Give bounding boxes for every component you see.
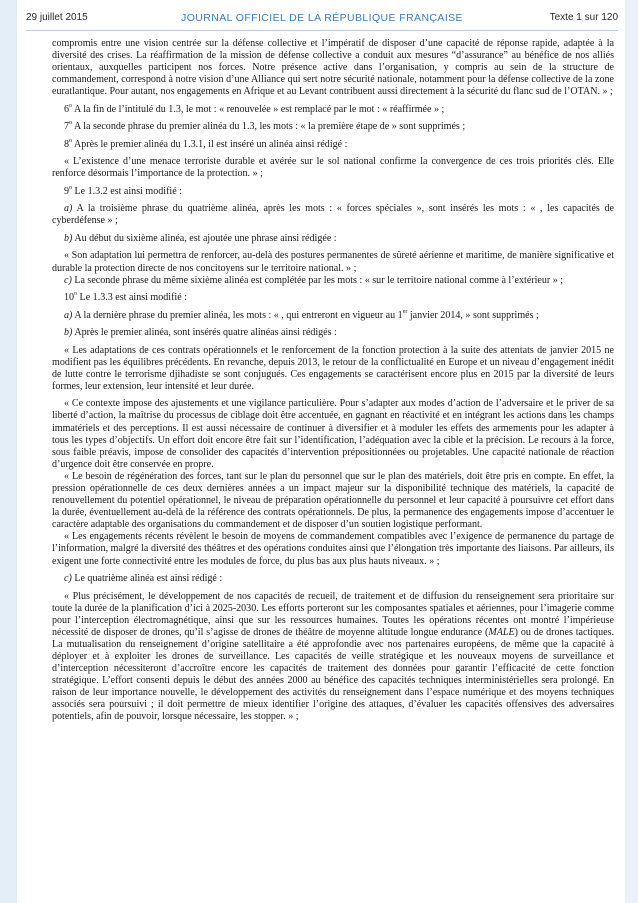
paragraph: [52, 104, 614, 116]
superscript: o: [69, 184, 73, 191]
text-segment: Au début du sixième alinéa, est ajoutée une phrase ainsi rédigée :: [72, 232, 337, 244]
text-segment: « Les engagements récents révèlent le besoin de moyens de commandement compatibles avec l’exigence de permanence du partage de l’information, malgré la diversité des théâtres et des opérations conduites ainsi que l’élongation très importante des liaisons. Par ailleurs, ils exigent une forte connectivité entre les modules de force, du plus bas aux plus hauts niveaux. » ;: [52, 531, 614, 567]
paragraph: [52, 38, 614, 98]
italic-text: c): [64, 274, 72, 286]
text-segment: 9: [64, 185, 70, 197]
italic-text: a): [64, 309, 73, 321]
text-segment: « L’existence d’une menace terroriste durable et avérée sur le sol national confirme la convergence de ces trois priorités clés. Elle renforce désormais l’importance de la protection. » ;: [52, 156, 614, 180]
text-segment: Le 1.3.3 est ainsi modifié :: [77, 292, 187, 304]
header-date: 29 juillet 2015: [26, 12, 88, 23]
paragraph: [52, 310, 614, 322]
text-segment: A la troisième phrase du quatrième alinéa, après les mots : « forces spéciales », sont insérés les mots : « , les capacités de cyberdéfense » ;: [52, 203, 614, 227]
text-segment: « Son adaptation lui permettra de renforcer, au-delà des postures permanentes de sûreté aérienne et maritime, de manière significative et durable la protection directe de nos concitoyens sur le territoire national. » ;: [52, 250, 614, 274]
text-segment: 7: [64, 121, 70, 133]
superscript: o: [69, 137, 73, 144]
paragraph: [52, 139, 614, 151]
text-segment: ) ou de drones tactiques. La mutualisation du renseignement d’origine satellitaire a été approfondie avec nos partenaires européens, de même que la capacité à déployer et à exploiter les drones de surveillance. Les capacités de veille stratégique et les nouveaux moyens de surveillance et d’interception nécessiteront d’accroître encore les capacités de traitement des données pour garantir l’efficacité de cette fonction stratégique. L’effort consenti depuis le début des années 2000 au bénéfice des capacités techniques interministérielles sera prolongé. En raison de leur importance nouvelle, le développement des activités du renseignement dans l’espace numérique et des moyens techniques associés sera poursuivi ; il doit permettre de mieux identifier l’origine des attaques, d’évaluer les capacités offensives des adversaires potentiels, afin de pouvoir, lorsque nécessaire, les stopper. » ;: [52, 626, 614, 723]
text-segment: A la seconde phrase du premier alinéa du 1.3, les mots : « la première étape de » sont supprimés ;: [72, 121, 466, 133]
text-segment: « Les adaptations de ces contrats opérationnels et le renforcement de la fonction protection à la suite des attentats de janvier 2015 ne modifient pas les équilibres précédents. En revanche, depuis 2013, le retour de la conflictualité en Europe et un niveau d’engagement inédit de lutte contre le terrorisme djihadiste se sont conjugués. Ces engagements se caractérisent encore plus en 2015 par la diversité de leurs formes, leur extension, leur intensité et leur durée.: [52, 344, 614, 392]
right-margin-band: [625, 0, 638, 903]
paragraph: [52, 121, 614, 133]
text-segment: Le 1.3.2 est ainsi modifié :: [72, 185, 182, 197]
paragraph: [52, 345, 614, 393]
text-segment: « Ce contexte impose des ajustements et une vigilance particulière. Pour s’adapter aux modes d’action de l’adversaire et le priver de sa liberté d’action, la maîtrise du processus de ciblage doit être accentuée, en gagnant en réactivité et en intégrant les actions dans les champs immatériels et des perceptions. Il est aussi nécessaire de continuer à diversifier et à moduler les effets des armements pour les adapter à tous les types d’objectifs. Un effort doit encore être fait sur l’identification, l’adéquation avec la cible et la précision. Le recours à la force, sous faible préavis, impose de consolider des capacités d’intervention prépositionnées ou projetables. Une capacité nationale de réaction d’urgence doit être conservée en propre.: [52, 398, 614, 470]
text-segment: « Plus précisément, le développement de nos capacités de recueil, de traitement et de diffusion du renseignement sera prioritaire sur toute la durée de la planification d’ici à 2025-2030. Les efforts porteront sur les composantes spatiales et aériennes, pour l’imagerie comme pour l’interception électromagnétique, ainsi que sur les ressources humaines. Toutes les opérations récentes ont montré l’impérieuse nécessité de disposer de drones, qu’il s’agisse de drones de théâtre de moyenne altitude longue endurance (: [52, 590, 614, 638]
paragraph: [52, 398, 614, 471]
paragraph: [52, 250, 614, 274]
superscript: o: [69, 120, 73, 127]
superscript: o: [74, 291, 78, 298]
paragraph: [52, 573, 614, 585]
paragraph: [52, 275, 614, 287]
superscript: er: [402, 308, 408, 315]
header-rule: [26, 30, 618, 31]
paragraph: [52, 591, 614, 724]
italic-text: MALE: [488, 626, 515, 638]
text-segment: Après le premier alinéa, sont insérés quatre alinéas ainsi rédigés :: [72, 327, 337, 339]
superscript: o: [69, 102, 73, 109]
paragraph: [52, 471, 614, 531]
text-segment: janvier 2014, » sont supprimés ;: [407, 309, 539, 321]
text-segment: La seconde phrase du même sixième alinéa est complétée par les mots : « sur le territoire national comme à l’extérieur » ;: [71, 274, 564, 286]
text-segment: compromis entre une vision centrée sur la défense collective et l’impératif de disposer d’une capacité de réponse rapide, adaptée à la diversité des crises. La réaffirmation de la mission de défense collective a conduit aux mesures “d’assurance” au bénéfice de nos alliés orientaux, auxquelles participent nos forces. Notre présence active dans l’organisation, y compris au sein de la structure de commandement, correspond à notre vision d’une Alliance qui sert notre sécurité nationale, notamment pour la défense collective de la zone euratlantique. Pour autant, nos engagements en Afrique et au Levant contribuent aussi directement à la sécurité du flanc sud de l’OTAN. » ;: [52, 38, 614, 98]
paragraph: [52, 203, 614, 227]
text-segment: « Le besoin de régénération des forces, tant sur le plan du personnel que sur le plan des matériels, doit être pris en compte. En effet, la pression opérationnelle de ces deux dernières années a un impact majeur sur la disponibilité technique des matériels, la capacité de renouvellement du potentiel opérationnel, le niveau de préparation opérationnelle du personnel et leur capacité à poursuivre cet effort dans la durée, éventuellement au-delà de la référence des contrats opérationnels. De plus, la permanence des engagements impose d’accentuer le caractère adaptable des organisations du commandement et de disposer d’un soutien logistique performant.: [52, 470, 614, 531]
paragraph: [52, 156, 614, 180]
italic-text: a): [64, 203, 73, 215]
paragraph: [52, 531, 614, 567]
italic-text: c): [64, 573, 72, 585]
text-segment: A la fin de l’intitulé du 1.3, le mot : « renouvelée » est remplacé par le mot : « réaffirmée » ;: [72, 103, 445, 115]
text-segment: 8: [64, 138, 70, 150]
text-segment: 6: [64, 103, 70, 115]
text-segment: Le quatrième alinéa est ainsi rédigé :: [71, 573, 223, 585]
left-margin-band: [0, 0, 17, 903]
header-journal-title: JOURNAL OFFICIEL DE LA RÉPUBLIQUE FRANÇAISE: [181, 12, 463, 24]
paragraph: [52, 292, 614, 304]
paragraph: [52, 327, 614, 339]
paragraph: [52, 233, 614, 245]
header-text-counter: Texte 1 sur 120: [549, 12, 618, 23]
text-segment: 10: [64, 292, 75, 304]
paragraph: [52, 186, 614, 198]
page-header: [26, 12, 618, 30]
text-segment: A la dernière phrase du premier alinéa, les mots : « , qui entreront en vigueur au 1: [72, 309, 403, 321]
document-body: [52, 38, 614, 729]
italic-text: b): [64, 232, 73, 244]
italic-text: b): [64, 327, 73, 339]
text-segment: Après le premier alinéa du 1.3.1, il est inséré un alinéa ainsi rédigé :: [72, 138, 348, 150]
